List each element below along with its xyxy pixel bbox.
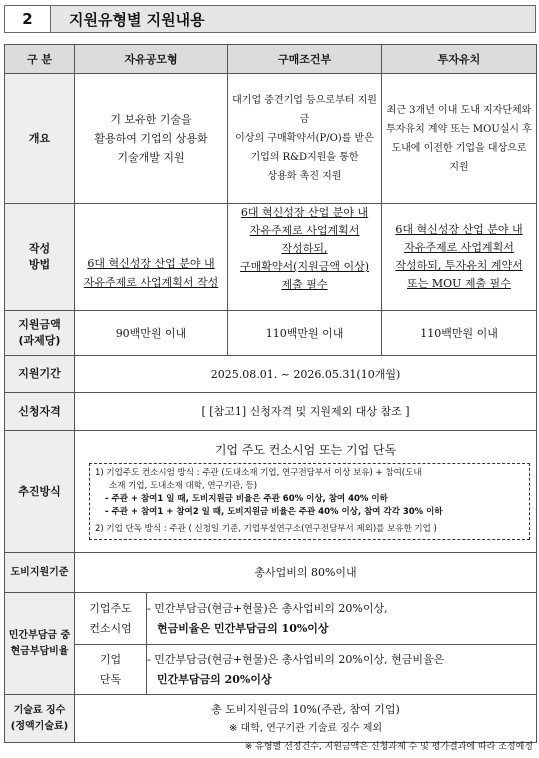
text-line: 작성하되, 투자유치 계약서 bbox=[395, 259, 523, 272]
text-line: 방법 bbox=[28, 258, 51, 271]
text-line: (과제당) bbox=[18, 334, 61, 347]
text-line: (정액기술료) bbox=[10, 720, 69, 732]
private-label bbox=[5, 593, 75, 695]
single-content bbox=[147, 645, 537, 695]
text-line: 기 보유한 기술을 bbox=[110, 113, 192, 126]
overview-label: 개요 bbox=[5, 74, 75, 204]
consortium-content bbox=[147, 593, 537, 645]
text-line: 6대 혁신성장 산업 분야 내 bbox=[395, 223, 523, 236]
col-type3: 투자유치 bbox=[382, 45, 537, 74]
promotion-title: 기업 주도 컨소시엄 또는 기업 단독 bbox=[214, 443, 397, 457]
text-line: 기업 bbox=[99, 652, 122, 666]
section-title: 지원유형별 지원내용 bbox=[51, 6, 535, 32]
amount-type1: 90백만원 이내 bbox=[75, 311, 228, 356]
text-line: 작성하되, bbox=[281, 242, 328, 255]
text-line: - 민간부담금(현금+현물)은 총사업비의 20%이상, 현금비율은 bbox=[147, 652, 445, 666]
text-line: 현금비율은 민간부담금의 10%이상 bbox=[157, 621, 329, 635]
text-line: ※ 대학, 연구기관 기술료 징수 제외 bbox=[228, 722, 383, 734]
eligibility-row bbox=[5, 393, 537, 431]
eligibility-value: [ [참고1] 신청자격 및 지원제외 대상 참조 ] bbox=[75, 393, 537, 431]
text-line: - 주관 + 참여1 + 참여2 일 때, 도비지원금 비율은 주관 40% 이상, 참여 각각 30% 이하 bbox=[105, 507, 443, 517]
method-type2 bbox=[228, 204, 382, 311]
support-ratio-label: 도비지원기준 bbox=[5, 553, 75, 593]
section-number: 2 bbox=[5, 6, 51, 32]
text-line: - 민간부담금(현금+현물)은 총사업비의 20%이상, bbox=[147, 601, 388, 615]
text-line: 작성 bbox=[28, 242, 51, 255]
footnote: ※ 유형별 선정건수, 지원금액은 신청과제 수 및 평가결과에 따라 조정예정 bbox=[244, 742, 533, 752]
fee-label bbox=[5, 695, 75, 743]
text-line: 제출 필수 bbox=[281, 278, 328, 291]
text-line: 도내에 이전한 기업을 대상으로 bbox=[391, 142, 527, 154]
text-line: 2) 기업 단독 방식 : 주관 ( 신청일 기준, 기업부설연구소(연구전담부서 제외)를 보유한 기업 ) bbox=[95, 524, 437, 534]
text-line: 또는 MOU 제출 필수 bbox=[407, 277, 511, 290]
text-line: 기술료 징수 bbox=[13, 704, 66, 716]
consortium-label bbox=[75, 593, 147, 645]
method-label bbox=[5, 204, 75, 311]
promotion-row bbox=[5, 431, 537, 553]
text-line: 현금부담비율 bbox=[10, 645, 69, 657]
amount-row bbox=[5, 311, 537, 356]
text-line: 기업의 R&D지원을 통한 bbox=[250, 152, 359, 163]
overview-type3 bbox=[382, 74, 537, 204]
promotion-detail-box bbox=[89, 463, 530, 540]
support-ratio-value: 총사업비의 80%이내 bbox=[75, 553, 537, 593]
promotion-content bbox=[75, 431, 537, 553]
text-line: 소재 기업, 도내소재 대학, 연구기관, 등) bbox=[109, 481, 258, 491]
amount-type3: 110백만원 이내 bbox=[382, 311, 537, 356]
method-type1 bbox=[75, 204, 228, 311]
text-line: 기업주도 bbox=[89, 601, 132, 615]
support-table bbox=[4, 44, 537, 743]
period-label: 지원기간 bbox=[5, 356, 75, 393]
text-line: 대기업 중견기업 등으로부터 지원금 bbox=[232, 95, 377, 125]
method-row bbox=[5, 204, 537, 311]
method-type3 bbox=[382, 204, 537, 311]
text-line: 구매확약서(지원금액 이상) bbox=[240, 260, 369, 273]
text-line: 자유주제로 사업계획서 bbox=[249, 224, 360, 237]
overview-row bbox=[5, 74, 537, 204]
text-line: 6대 혁신성장 산업 분야 내 bbox=[87, 257, 215, 270]
period-value: 2025.08.01. ~ 2026.05.31(10개월) bbox=[75, 356, 537, 393]
amount-type2: 110백만원 이내 bbox=[228, 311, 382, 356]
text-line: 지원금액 bbox=[18, 318, 61, 331]
private-single-row bbox=[5, 645, 537, 695]
text-line: 컨소시엄 bbox=[89, 621, 132, 635]
text-line: 자유주제로 사업계획서 bbox=[404, 241, 514, 254]
eligibility-label: 신청자격 bbox=[5, 393, 75, 431]
fee-row bbox=[5, 695, 537, 743]
text-line: 활용하여 기업의 상용화 bbox=[94, 132, 208, 145]
text-line: 투자유치 계약 또는 MOU실시 후 bbox=[386, 123, 532, 135]
text-line: 상용화 촉진 지원 bbox=[267, 171, 342, 182]
col-type2: 구매조건부 bbox=[228, 45, 382, 74]
text-line: 민간부담금 중 bbox=[8, 629, 71, 641]
fee-content bbox=[75, 695, 537, 743]
text-line: 총 도비지원금의 10%(주관, 참여 기업) bbox=[211, 702, 400, 716]
section-header bbox=[4, 5, 536, 33]
header-row bbox=[5, 45, 537, 74]
text-line: 6대 혁신성장 산업 분야 내 bbox=[240, 206, 369, 219]
text-line: 기술개발 지원 bbox=[117, 151, 185, 164]
text-line: 자유주제로 사업계획서 작성 bbox=[83, 276, 219, 289]
overview-type1 bbox=[75, 74, 228, 204]
private-consortium-row bbox=[5, 593, 537, 645]
text-line: - 주관 + 참여1 일 때, 도비지원금 비율은 주관 60% 이상, 참여 40% 이하 bbox=[105, 494, 388, 504]
text-line: 이상의 구매확약서(P/O)를 받은 bbox=[235, 133, 374, 144]
overview-type2 bbox=[228, 74, 382, 204]
support-ratio-row bbox=[5, 553, 537, 593]
period-row bbox=[5, 356, 537, 393]
text-line: 1) 기업주도 컨소시엄 방식 : 주관 (도내소재 기업, 연구전담부서 이상 보유) + 참여(도내 bbox=[95, 468, 422, 478]
text-line: 최근 3개년 이내 도내 지자단체와 bbox=[386, 104, 532, 116]
text-line: 민간부담금의 20%이상 bbox=[157, 672, 272, 686]
col-type1: 자유공모형 bbox=[75, 45, 228, 74]
text-line: 단독 bbox=[99, 672, 122, 686]
text-line: 지원 bbox=[449, 161, 469, 173]
col-category: 구 분 bbox=[5, 45, 75, 74]
promotion-label: 추진방식 bbox=[5, 431, 75, 553]
amount-label bbox=[5, 311, 75, 356]
single-label bbox=[75, 645, 147, 695]
